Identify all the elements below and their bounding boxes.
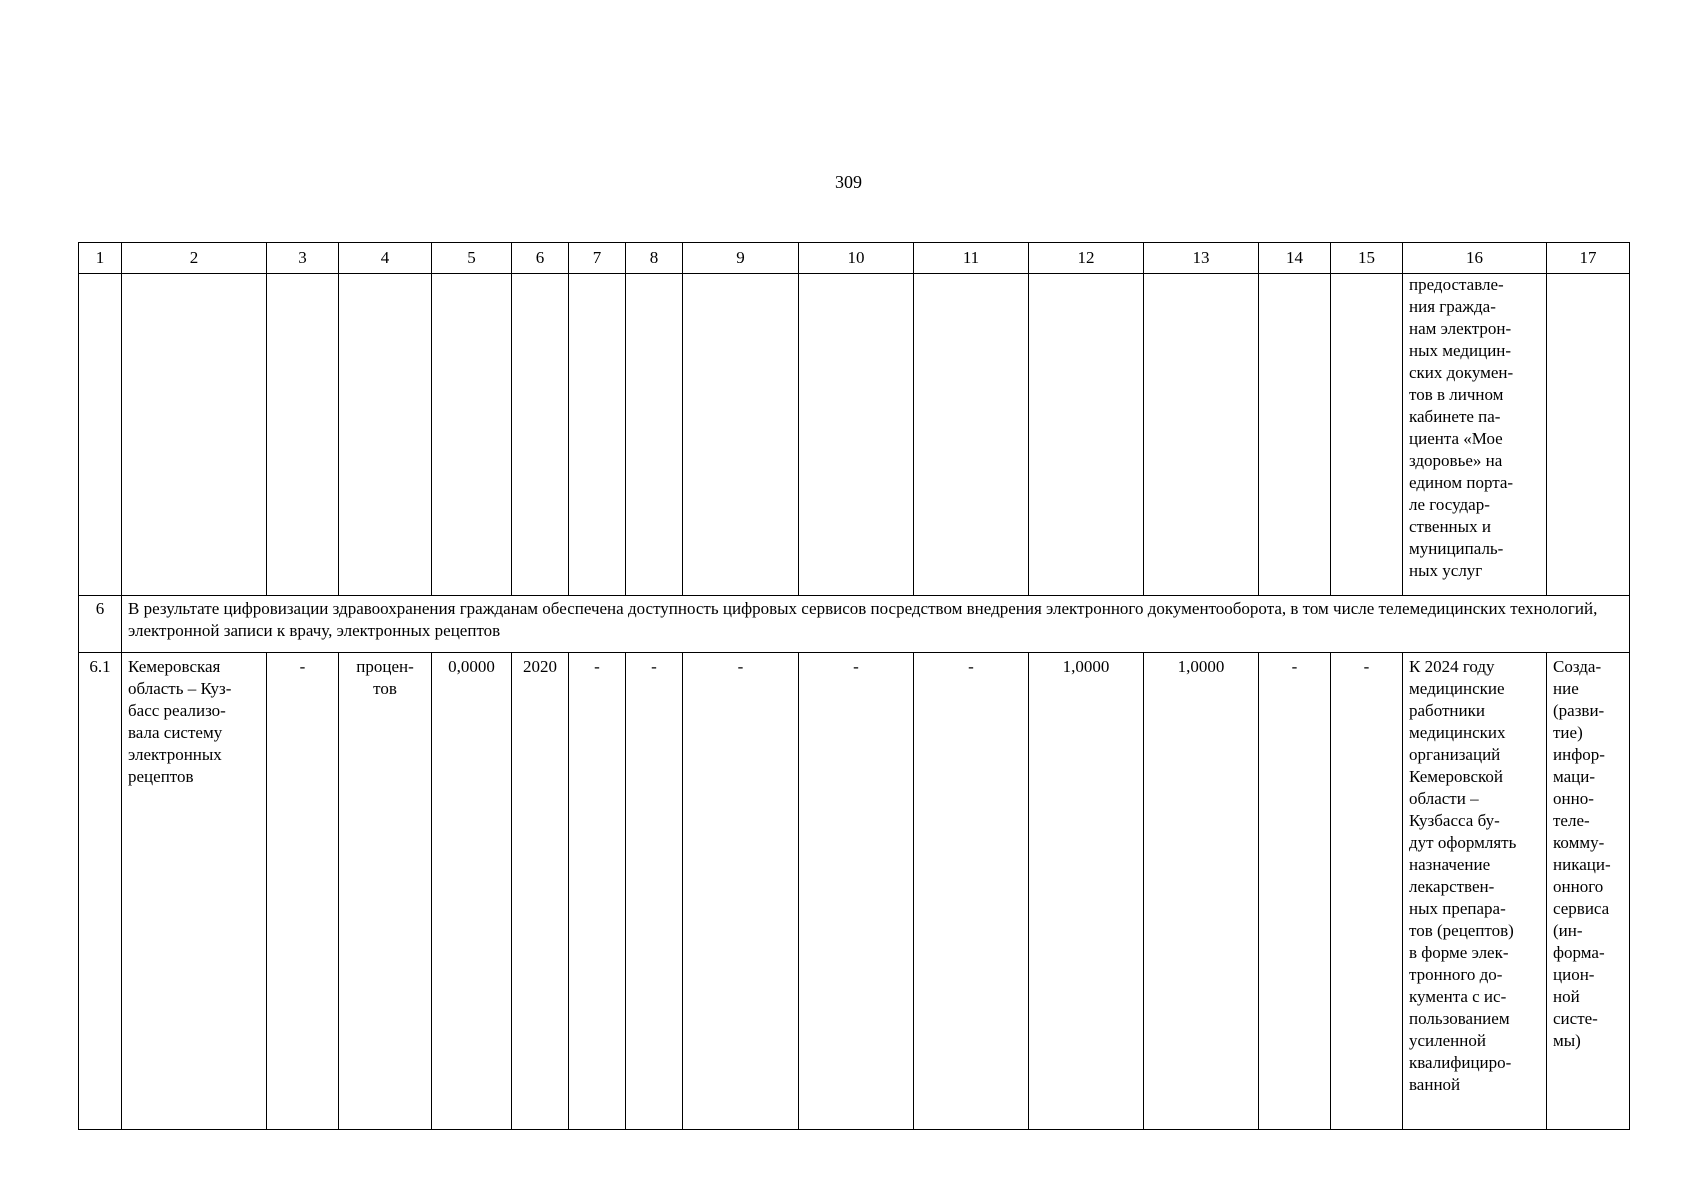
header-cell: 13	[1144, 243, 1259, 274]
table-header-row	[79, 243, 1630, 274]
header-cell: 7	[569, 243, 626, 274]
header-cell: 3	[267, 243, 339, 274]
table-cell	[626, 274, 683, 596]
header-cell: 1	[79, 243, 122, 274]
header-cell: 8	[626, 243, 683, 274]
section-number-cell: 6	[79, 596, 122, 653]
table-cell	[1331, 274, 1403, 596]
base-year-cell: 2020	[512, 653, 569, 1130]
indicator-name-cell: Кемеровская область – Куз- басс реализо- вала систему электронных рецептов	[122, 653, 267, 1130]
table-cell: -	[569, 653, 626, 1130]
header-cell: 9	[683, 243, 799, 274]
table-cell	[79, 274, 122, 596]
page-number: 309	[835, 172, 862, 192]
document-table	[78, 242, 1630, 1130]
header-cell: 16	[1403, 243, 1547, 274]
table-row-continuation	[79, 274, 1630, 596]
table-cell: -	[1331, 653, 1403, 1130]
table-cell	[432, 274, 512, 596]
section-title-cell: В результате цифровизации здравоохранения гражданам обеспечена доступность цифровых сервисов посредством внедрения электронного документооборота, в том числе телемедицинских технологий, электронной записи к врачу, электронных рецептов	[122, 596, 1630, 653]
table-cell	[799, 274, 914, 596]
header-cell: 17	[1547, 243, 1630, 274]
value-cell: 1,0000	[1144, 653, 1259, 1130]
header-cell: 15	[1331, 243, 1403, 274]
table-cell	[1029, 274, 1144, 596]
table-cell	[339, 274, 432, 596]
table-cell	[1259, 274, 1331, 596]
table-cell	[1144, 274, 1259, 596]
table-cell: -	[799, 653, 914, 1130]
header-cell: 2	[122, 243, 267, 274]
header-cell: 4	[339, 243, 432, 274]
table-cell	[1547, 274, 1630, 596]
table-cell: -	[914, 653, 1029, 1130]
base-value-cell: 0,0000	[432, 653, 512, 1130]
table-cell: -	[1259, 653, 1331, 1130]
value-cell: 1,0000	[1029, 653, 1144, 1130]
table-cell: -	[626, 653, 683, 1130]
table-cell	[512, 274, 569, 596]
table-cell: -	[267, 653, 339, 1130]
table-cell: -	[683, 653, 799, 1130]
header-cell: 12	[1029, 243, 1144, 274]
result-description-cell: К 2024 году медицинские работники медицинских организаций Кемеровской области – Кузбасса бу- дут оформлять назначение лекарствен- ных препара- тов (рецептов) в форме элек- тронного до- кумента с ис- пользованием усиленной квалифициро- ванной	[1403, 653, 1547, 1130]
header-cell: 11	[914, 243, 1029, 274]
information-system-cell: Созда- ние (разви- тие) инфор- маци- онно- теле- комму- никаци- онного сервиса (ин- форма- цион- ной систе- мы)	[1547, 653, 1630, 1130]
unit-cell: процен- тов	[339, 653, 432, 1130]
header-cell: 6	[512, 243, 569, 274]
table-cell	[267, 274, 339, 596]
header-cell: 5	[432, 243, 512, 274]
header-cell: 14	[1259, 243, 1331, 274]
row-number-cell: 6.1	[79, 653, 122, 1130]
table-cell	[914, 274, 1029, 596]
table-cell	[122, 274, 267, 596]
table-row-section	[79, 596, 1630, 653]
table-cell	[683, 274, 799, 596]
table-cell	[569, 274, 626, 596]
table-row	[79, 653, 1630, 1130]
result-description-cell: предоставле- ния гражда- нам электрон- ных медицин- ских докумен- тов в личном кабинете па- циента «Мое здоровье» на едином порта- ле государ- ственных и муниципаль- ных услуг	[1403, 274, 1547, 596]
header-cell: 10	[799, 243, 914, 274]
